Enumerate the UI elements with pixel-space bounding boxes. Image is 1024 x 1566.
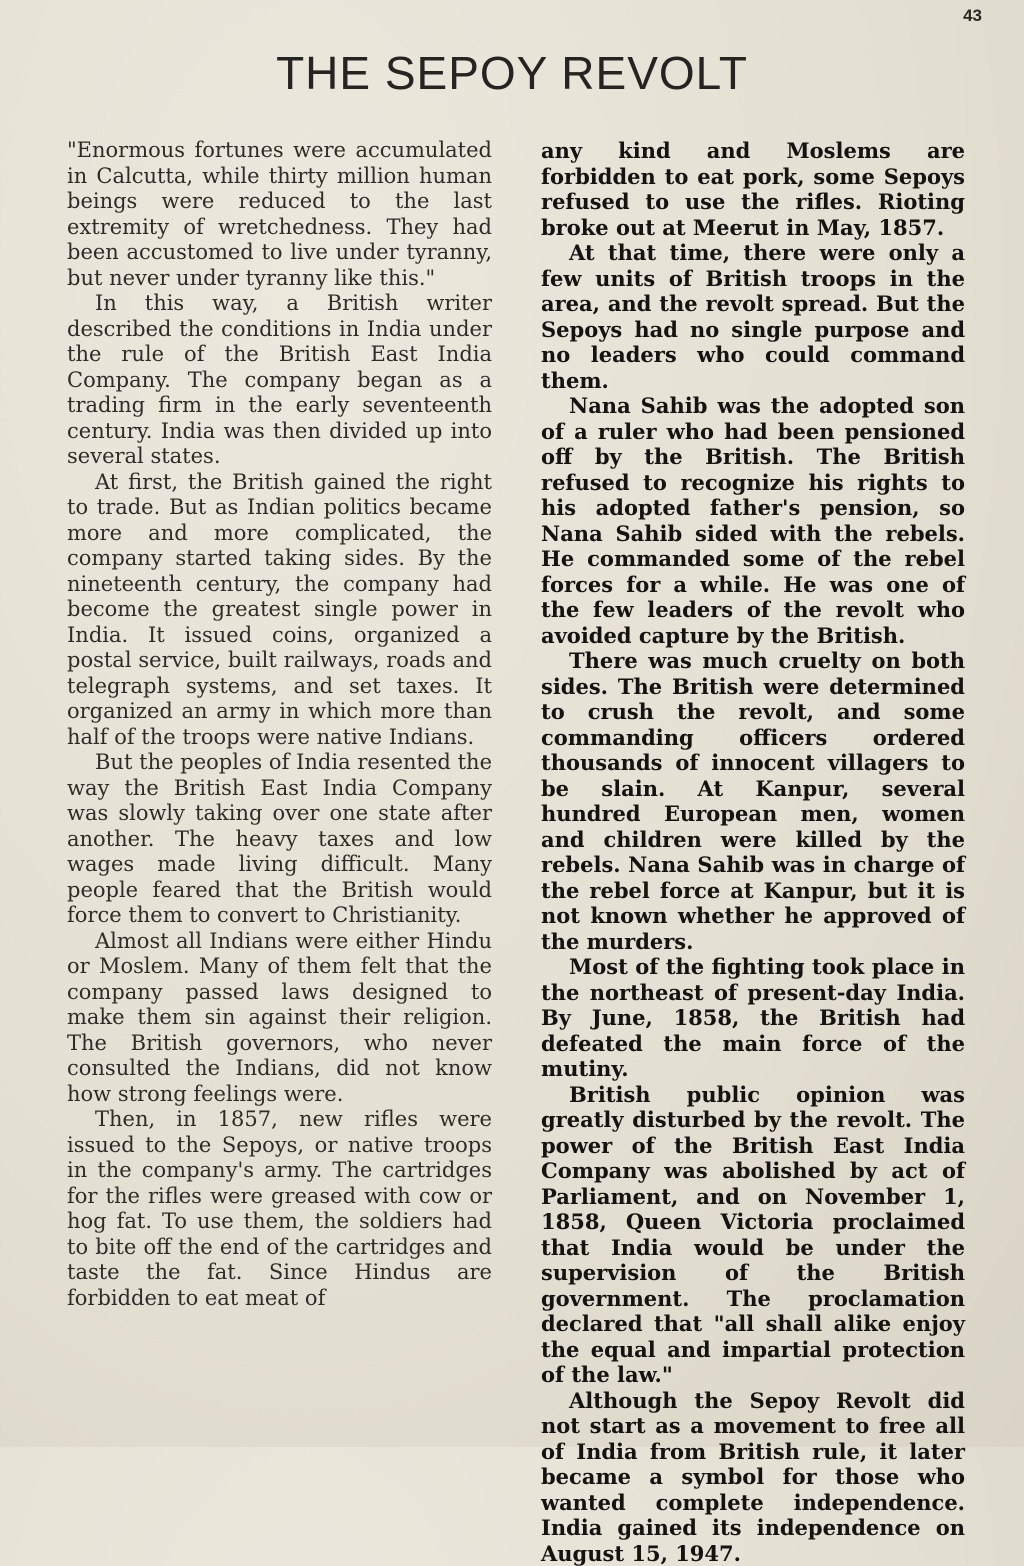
paragraph: Nana Sahib was the adopted son of a ruler who had been pensioned off by the British. The British refused to recognize his rights to his adopted father's pension, so Nana Sahib sided with the rebels. He commanded some of the rebel forces for a while. He was one of the few leaders of the revolt who avoided capture by the British. — [541, 393, 965, 648]
paragraph: At first, the British gained the right to trade. But as Indian politics became more and more complicated, the company started taking sides. By the nineteenth century, the company had become the greatest single power in India. It issued coins, organized a postal service, built railways, roads and telegraph systems, and set taxes. It organized an army in which more than half of the troops were native Indians. — [67, 470, 492, 751]
paragraph: Although the Sepoy Revolt did not start as a movement to free all of India from British rule, it later became a symbol for those who wanted complete independence. India gained its independence on August 15, 1947. — [541, 1388, 965, 1566]
paragraph: Almost all Indians were either Hindu or Moslem. Many of them felt that the company passed laws designed to make them sin against their religion. The British governors, who never consulted the Indians, did not know how strong feelings were. — [67, 929, 492, 1108]
article-right-column — [541, 138, 965, 1566]
article-left-column — [67, 138, 492, 1311]
paragraph: But the peoples of India resented the way the British East India Company was slowly taking over one state after another. The heavy taxes and low wages made living difficult. Many people feared that the British would force them to convert to Christianity. — [67, 750, 492, 929]
paragraph: any kind and Moslems are forbidden to eat pork, some Sepoys refused to use the rifles. Rioting broke out at Meerut in May, 1857. — [541, 138, 965, 240]
paragraph: "Enormous fortunes were accumulated in Calcutta, while thirty million human beings were reduced to the last extremity of wretchedness. They had been accustomed to live under tyranny, but never under tyranny like this." — [67, 138, 492, 291]
paragraph: Then, in 1857, new rifles were issued to the Sepoys, or native troops in the company's army. The cartridges for the rifles were greased with cow or hog fat. To use them, the soldiers had to bite off the end of the cartridges and taste the fat. Since Hindus are forbidden to eat meat of — [67, 1107, 492, 1311]
paragraph: British public opinion was greatly disturbed by the revolt. The power of the British East India Company was abolished by act of Parliament, and on November 1, 1858, Queen Victoria proclaimed that India would be under the supervision of the British government. The proclamation declared that "all shall alike enjoy the equal and impartial protection of the law." — [541, 1082, 965, 1388]
paragraph: In this way, a British writer described the conditions in India under the rule of the British East India Company. The company began as a trading firm in the early seventeenth century. India was then divided up into several states. — [67, 291, 492, 470]
page-title: THE SEPOY REVOLT — [0, 46, 1024, 100]
page-number: 43 — [963, 6, 982, 26]
paragraph: Most of the fighting took place in the northeast of present-day India. By June, 1858, the British had defeated the main force of the mutiny. — [541, 954, 965, 1082]
paragraph: There was much cruelty on both sides. The British were determined to crush the revolt, and some commanding officers ordered thousands of innocent villagers to be slain. At Kanpur, several hundred European men, women and children were killed by the rebels. Nana Sahib was in charge of the rebel force at Kanpur, but it is not known whether he approved of the murders. — [541, 648, 965, 954]
paragraph: At that time, there were only a few units of British troops in the area, and the revolt spread. But the Sepoys had no single purpose and no leaders who could command them. — [541, 240, 965, 393]
